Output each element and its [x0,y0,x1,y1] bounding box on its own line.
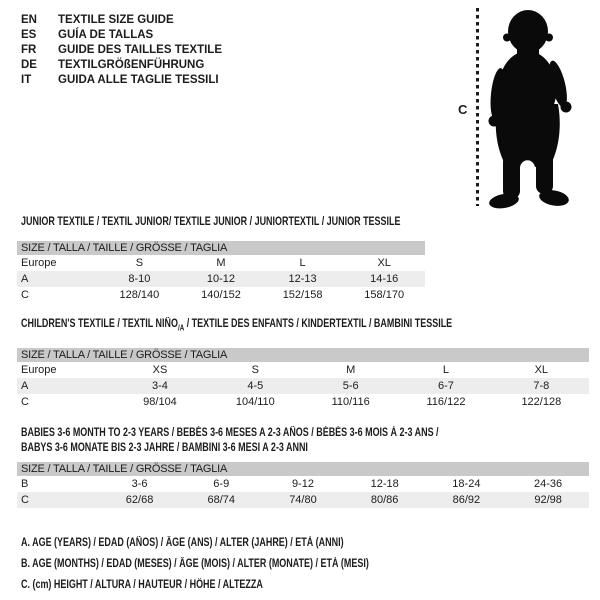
table-row [17,255,425,271]
value-cell: 8-10 [128,273,151,285]
row-label-cell: C [21,494,29,506]
value-cell: 158/170 [364,289,405,301]
table-row [17,378,589,394]
row-label-cell: B [21,478,29,490]
value-cell: 80/86 [370,494,399,506]
value-cell: L [442,364,450,377]
value-cell: S [251,364,259,377]
language-row [21,58,222,73]
value-cell: 62/68 [125,494,154,506]
size-header-cell: SIZE / TALLA / TAILLE / GRÖSSE / TAGLIA [17,241,425,255]
value-cell: 3-6 [131,478,148,490]
row-label-cell: Europe [21,257,57,269]
language-title: TEXTILE SIZE GUIDE [58,14,174,26]
value-cell: 68/74 [207,494,236,506]
language-code: IT [21,74,32,86]
language-title: GUIDE DES TAILLES TEXTILE [58,44,222,56]
value-cell: 6-7 [438,380,454,393]
value-cell: M [346,364,356,377]
value-cell: S [135,257,144,269]
height-measure-line [476,8,479,206]
section-babies-textile [17,426,589,508]
title-segment: CHILDREN'S TEXTILE / TEXTIL NIÑO [21,318,178,330]
table-row [17,271,425,287]
value-cell: 86/92 [452,494,481,506]
size-header-cell: SIZE / TALLA / TAILLE / GRÖSSE / TAGLIA [17,348,589,362]
section-junior-textile [17,215,507,303]
value-cell: XL [534,364,549,377]
table-row [17,394,589,410]
section-title [17,426,589,456]
size-table [17,348,589,410]
title-segment: BABIES 3-6 MONTH TO 2-3 YEARS / BEBÉS 3-6 MESES A 2-3 AÑOS / BÉBÉS 3-6 MOIS À 2-3 ANS / [21,427,439,439]
section-title-line [21,441,464,456]
value-cell: 18-24 [452,478,481,490]
size-table [17,462,589,508]
table-row [17,476,589,492]
value-cell: 4-5 [247,380,264,393]
title-segment: /A [177,323,185,333]
language-code: DE [21,59,37,71]
toddler-silhouette-icon [485,4,580,214]
height-measure-label: C [458,102,468,117]
table-row [17,287,425,303]
value-cell: M [216,257,226,269]
section-title-line [21,317,464,335]
value-cell: 12-13 [288,273,317,285]
row-label-cell: A [21,380,29,393]
value-cell: 5-6 [342,380,359,393]
language-row [21,73,222,88]
row-label-cell: C [21,289,29,301]
title-segment: / TEXTILE DES ENFANTS / KINDERTEXTIL / BAMBINI TESSILE [184,318,453,330]
footnote-line: C. (cm) HEIGHT / ALTURA / HAUTEUR / HÖHE / ALTEZZA [21,579,263,591]
size-header-cell: SIZE / TALLA / TAILLE / GRÖSSE / TAGLIA [17,462,589,476]
size-table [17,241,425,303]
row-label-cell: Europe [21,364,57,377]
section-title [17,215,507,230]
section-childrens-textile [17,317,589,410]
value-cell: 140/152 [201,289,241,301]
language-code: FR [21,44,37,56]
value-cell: 98/104 [143,396,177,409]
value-cell: 92/98 [534,494,562,506]
language-list [21,13,222,88]
section-title [17,317,589,335]
section-title-line [21,215,400,230]
value-cell: XL [377,257,391,269]
value-cell: 152/158 [282,289,323,301]
row-label-cell: A [21,273,29,285]
value-cell: 74/80 [289,494,317,506]
value-cell: 14-16 [370,273,399,285]
language-row [21,13,222,28]
section-title-line [21,426,464,441]
language-title: GUIDA ALLE TAGLIE TESSILI [58,74,219,86]
footnote-line: B. AGE (MONTHS) / EDAD (MESES) / ÂGE (MOIS) / ALTER (MONATE) / ETÀ (MESI) [21,558,369,570]
value-cell: 6-9 [213,478,230,490]
value-cell: 10-12 [206,273,236,285]
language-title: GUÍA DE TALLAS [58,29,154,41]
table-row [17,492,589,508]
value-cell: 128/140 [119,289,160,301]
language-row [21,43,222,58]
value-cell: 110/116 [331,396,370,409]
language-code: ES [21,29,37,41]
value-cell: 104/110 [235,396,275,409]
language-row [21,28,222,43]
footnotes [21,533,467,596]
title-segment: BABYS 3-6 MONATE BIS 2-3 JAHRE / BAMBINI 3-6 MESI A 2-3 ANNI [21,442,308,454]
value-cell: 7-8 [533,380,550,393]
value-cell: 122/128 [521,396,562,409]
value-cell: XS [152,364,168,377]
value-cell: 3-4 [152,380,168,393]
size-header-row [17,462,589,476]
footnote-line: A. AGE (YEARS) / EDAD (AÑOS) / ÂGE (ANS) / ALTER (JAHRE) / ETÀ (ANNI) [21,537,344,549]
size-header-row [17,348,589,362]
value-cell: 116/122 [426,396,466,409]
row-label-cell: C [21,396,29,409]
table-row [17,362,589,378]
language-code: EN [21,14,37,26]
value-cell: 24-36 [534,478,563,490]
value-cell: 9-12 [291,478,314,490]
title-segment: JUNIOR TEXTILE / TEXTIL JUNIOR/ TEXTILE JUNIOR / JUNIORTEXTIL / JUNIOR TESSILE [21,216,401,228]
language-title: TEXTILGRÖßENFÜHRUNG [58,59,205,71]
size-header-row [17,241,425,255]
value-cell: L [299,257,306,269]
value-cell: 12-18 [370,478,399,490]
